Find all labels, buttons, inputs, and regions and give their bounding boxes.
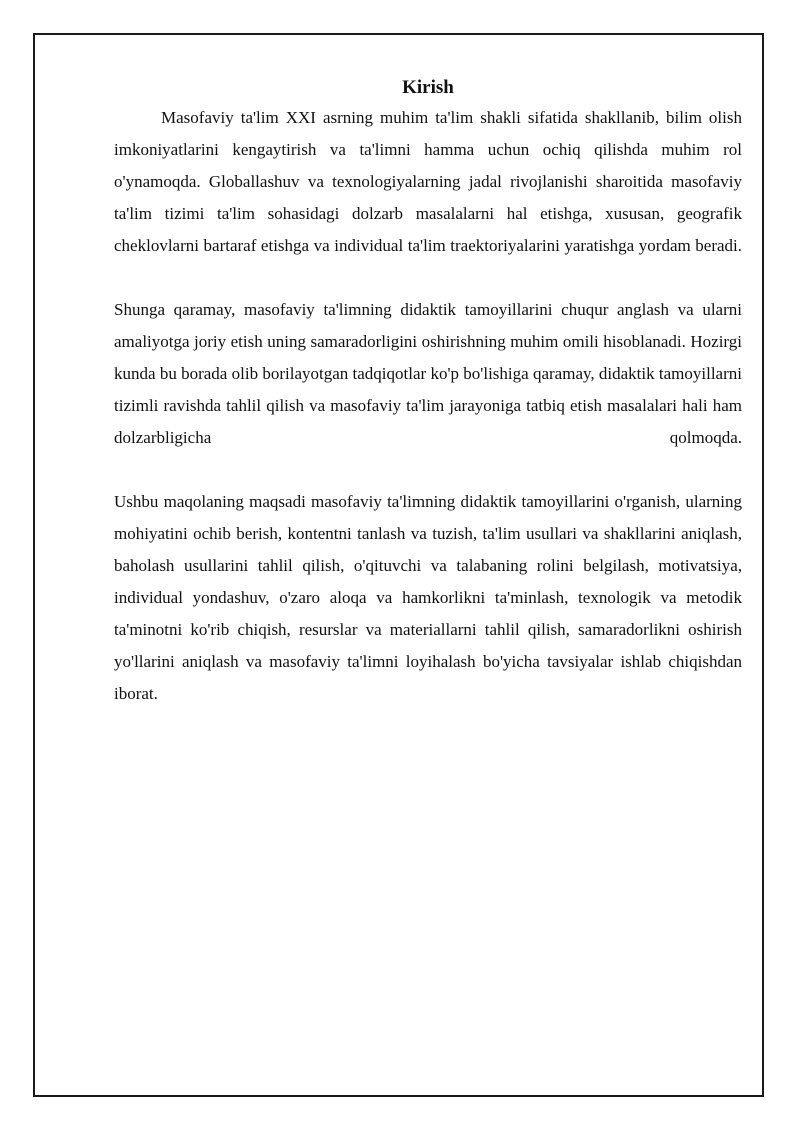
paragraph-3: Ushbu maqolaning maqsadi masofaviy ta'limning didaktik tamoyillarini o'rganish, ularning mohiyatini ochib berish, kontentni tanlash va tuzish, ta'lim usullari va shakllarini aniqlash, baholash usullarini tahlil qilish, o'qituvchi va talabaning rolini belgilash, motivatsiya, individual yondashuv, o'zaro aloqa va hamkorlikni ta'minlash, texnologik va metodik ta'minotni ko'rib chiqish, resurslar va materiallarni tahlil qilish, samaradorlikni oshirish yo'llarini aniqlash va masofaviy ta'limni loyihalash bo'yicha tavsiyalar ishlab chiqishdan iborat. <box>114 492 742 703</box>
document-title: Kirish <box>402 77 454 98</box>
paragraph-spacer <box>114 262 742 294</box>
paragraph-spacer <box>114 454 742 486</box>
paragraph-1: Masofaviy ta'lim XXI asrning muhim ta'lim shakli sifatida shakllanib, bilim olish imkoniyatlarini kengaytirish va ta'limni hamma uchun ochiq qilishda muhim rol o'ynamoqda. Globallashuv va texnologiyalarning jadal rivojlanishi sharoitida masofaviy ta'lim tizimi ta'lim sohasidagi dolzarb masalalarni hal etishga, xususan, geografik cheklovlarni bartaraf etishga va individual ta'lim traektoriyalarini yaratishga yordam beradi. <box>114 108 742 255</box>
paragraph-2: Shunga qaramay, masofaviy ta'limning didaktik tamoyillarini chuqur anglash va ularni amaliyotga joriy etish uning samaradorligini oshirishning muhim omili hisoblanadi. Hozirgi kunda bu borada olib borilayotgan tadqiqotlar ko'p bo'lishiga qaramay, didaktik tamoyillarni tizimli ravishda tahlil qilish va masofaviy ta'lim jarayoniga tatbiq etish masalalari hali ham dolzarbligicha qolmoqda. <box>114 300 742 447</box>
document-body <box>114 74 742 710</box>
